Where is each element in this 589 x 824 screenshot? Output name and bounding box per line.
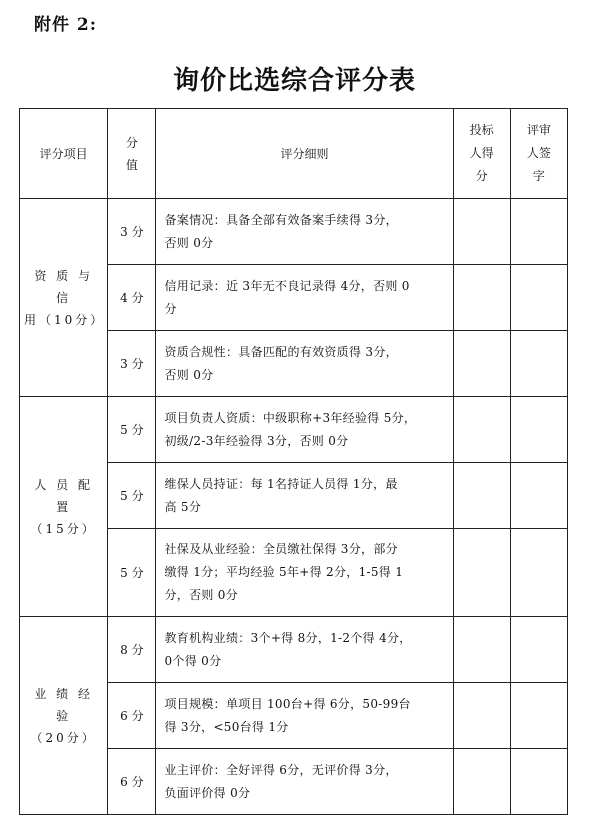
bidder-score-input[interactable] xyxy=(453,397,510,463)
reviewer-signature-input[interactable] xyxy=(510,749,567,815)
reviewer-signature-input[interactable] xyxy=(510,265,567,331)
header-item: 评分项目 xyxy=(20,109,108,199)
page-title: 询价比选综合评分表 xyxy=(172,66,416,96)
reviewer-signature-input[interactable] xyxy=(510,529,567,617)
table-header-row xyxy=(20,109,568,199)
bidder-score-input[interactable] xyxy=(453,529,510,617)
table-row xyxy=(20,199,568,265)
bidder-score-input[interactable] xyxy=(453,463,510,529)
table-row xyxy=(20,397,568,463)
score-cell: 4 分 xyxy=(108,265,156,331)
bidder-score-input[interactable] xyxy=(453,617,510,683)
scoring-table xyxy=(19,108,568,815)
score-cell: 5 分 xyxy=(108,397,156,463)
category-performance: 业 绩 经 验 （20分） xyxy=(20,617,108,815)
detail-cell: 教育机构业绩：3个+得 8分，1-2个得 4分， 0个得 0分 xyxy=(156,617,453,683)
bidder-score-input[interactable] xyxy=(453,683,510,749)
reviewer-signature-input[interactable] xyxy=(510,683,567,749)
header-score: 分 值 xyxy=(108,109,156,199)
detail-cell: 项目规模：单项目 100台+得 6分，50-99台 得 3分，<50台得 1分 xyxy=(156,683,453,749)
reviewer-signature-input[interactable] xyxy=(510,617,567,683)
bidder-score-input[interactable] xyxy=(453,199,510,265)
score-cell: 6 分 xyxy=(108,749,156,815)
detail-cell: 备案情况：具备全部有效备案手续得 3分， 否则 0分 xyxy=(156,199,453,265)
score-cell: 6 分 xyxy=(108,683,156,749)
bidder-score-input[interactable] xyxy=(453,331,510,397)
score-cell: 3 分 xyxy=(108,199,156,265)
detail-cell: 信用记录：近 3年无不良记录得 4分，否则 0 分 xyxy=(156,265,453,331)
category-staffing: 人 员 配 置 （15分） xyxy=(20,397,108,617)
detail-cell: 业主评价：全好评得 6分，无评价得 3分， 负面评价得 0分 xyxy=(156,749,453,815)
detail-cell: 社保及从业经验：全员缴社保得 3分，部分 缴得 1分；平均经验 5年+得 2分，1-5得 1 分，否则 0分 xyxy=(156,529,453,617)
bidder-score-input[interactable] xyxy=(453,749,510,815)
header-reviewer-signature: 评审 人签 字 xyxy=(510,109,567,199)
detail-cell: 项目负责人资质：中级职称+3年经验得 5分， 初级/2-3年经验得 3分，否则 0分 xyxy=(156,397,453,463)
reviewer-signature-input[interactable] xyxy=(510,397,567,463)
score-cell: 8 分 xyxy=(108,617,156,683)
header-bidder-score: 投标 人得 分 xyxy=(453,109,510,199)
score-cell: 5 分 xyxy=(108,463,156,529)
reviewer-signature-input[interactable] xyxy=(510,331,567,397)
attachment-label: 附件 2: xyxy=(34,15,98,35)
category-qualification: 资 质 与 信 用（10分） xyxy=(20,199,108,397)
reviewer-signature-input[interactable] xyxy=(510,463,567,529)
table-row xyxy=(20,617,568,683)
score-cell: 5 分 xyxy=(108,529,156,617)
detail-cell: 维保人员持证：每 1名持证人员得 1分，最 高 5分 xyxy=(156,463,453,529)
reviewer-signature-input[interactable] xyxy=(510,199,567,265)
bidder-score-input[interactable] xyxy=(453,265,510,331)
detail-cell: 资质合规性：具备匹配的有效资质得 3分， 否则 0分 xyxy=(156,331,453,397)
score-cell: 3 分 xyxy=(108,331,156,397)
header-detail: 评分细则 xyxy=(156,109,453,199)
